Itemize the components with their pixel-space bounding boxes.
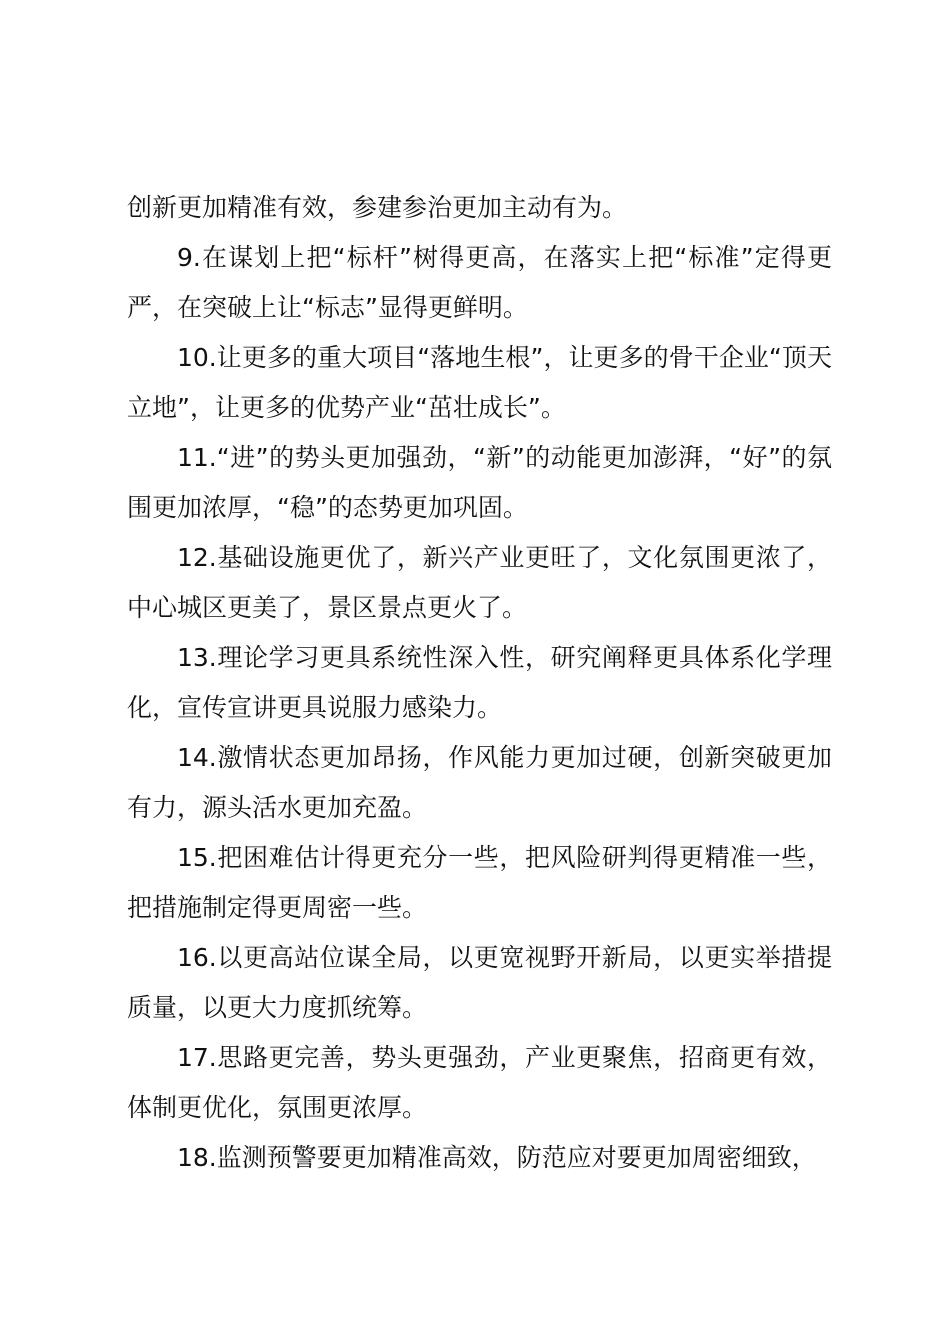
paragraph-item-11: 11.“进”的势头更加强劲，“新”的动能更加澎湃，“好”的氛围更加浓厚，“稳”的态势更加巩固。	[127, 443, 832, 522]
paragraph-item-9: 9.在谋划上把“标杆”树得更高，在落实上把“标准”定得更严，在突破上让“标志”显得更鲜明。	[127, 243, 832, 322]
paragraph-item-12: 12.基础设施更优了，新兴产业更旺了，文化氛围更浓了，中心城区更美了，景区景点更火了。	[127, 543, 832, 622]
paragraph-item-10: 10.让更多的重大项目“落地生根”，让更多的骨干企业“顶天立地”，让更多的优势产业“茁壮成长”。	[127, 343, 832, 422]
paragraph-item-15: 15.把困难估计得更充分一些，把风险研判得更精准一些，把措施制定得更周密一些。	[127, 843, 832, 922]
paragraph-item-14: 14.激情状态更加昂扬，作风能力更加过硬，创新突破更加有力，源头活水更加充盈。	[127, 743, 832, 822]
paragraph-item-13: 13.理论学习更具系统性深入性，研究阐释更具体系化学理化，宣传宣讲更具说服力感染力。	[127, 643, 832, 722]
paragraph-item-17: 17.思路更完善，势头更强劲，产业更聚焦，招商更有效，体制更优化，氛围更浓厚。	[127, 1043, 832, 1122]
paragraph-item-16: 16.以更高站位谋全局，以更宽视野开新局，以更实举措提质量，以更大力度抓统筹。	[127, 943, 832, 1022]
paragraph-continuation: 创新更加精准有效，参建参治更加主动有为。	[127, 193, 628, 222]
paragraph-item-18: 18.监测预警要更加精准高效，防范应对要更加周密细致，	[177, 1143, 817, 1172]
document-body	[127, 183, 832, 1183]
